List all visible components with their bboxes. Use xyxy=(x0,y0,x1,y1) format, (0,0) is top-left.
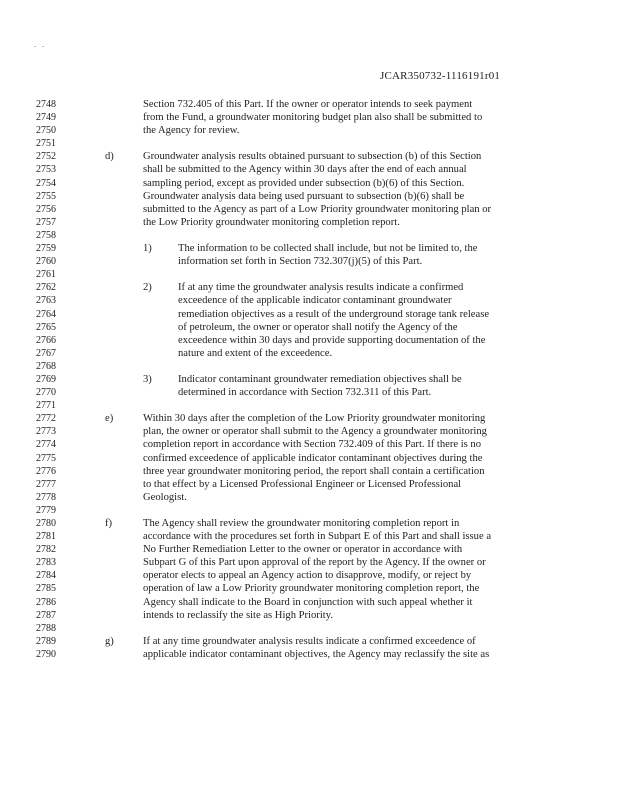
document-line xyxy=(0,321,618,334)
line-number: 2788 xyxy=(36,622,56,634)
line-number: 2770 xyxy=(36,387,56,399)
line-number: 2771 xyxy=(36,400,56,412)
document-line xyxy=(0,478,618,491)
document-line xyxy=(0,635,618,648)
line-number: 2769 xyxy=(36,373,56,385)
line-number: 2776 xyxy=(36,465,56,477)
document-line xyxy=(0,229,618,242)
document-line xyxy=(0,190,618,203)
line-text: submitted to the Agency as part of a Low Priority groundwater monitoring plan or xyxy=(143,203,492,215)
document-body xyxy=(0,98,618,661)
line-number: 2752 xyxy=(36,151,56,163)
document-line xyxy=(0,281,618,294)
document-line xyxy=(0,177,618,190)
line-number: 2757 xyxy=(36,216,56,228)
document-line xyxy=(0,124,618,137)
line-text: Within 30 days after the completion of the Low Priority groundwater monitoring xyxy=(143,413,486,425)
line-text: from the Fund, a groundwater monitoring budget plan also shall be submitted to xyxy=(143,112,483,124)
line-number: 2779 xyxy=(36,504,56,516)
page-mark: . . xyxy=(34,40,46,49)
line-text: exceedence within 30 days and provide supporting documentation of the xyxy=(178,334,486,346)
document-line xyxy=(0,347,618,360)
subsection-label: f) xyxy=(105,518,113,529)
line-number: 2764 xyxy=(36,308,56,320)
line-text: operator elects to appeal an Agency action to disapprove, modify, or reject by xyxy=(143,570,472,582)
subsection-label: d) xyxy=(105,151,114,163)
line-text: shall be submitted to the Agency within 30 days after the end of each annual xyxy=(143,164,467,176)
line-number: 2773 xyxy=(36,426,56,438)
line-text: Agency shall indicate to the Board in conjunction with such appeal whether it xyxy=(143,596,473,608)
line-text: applicable indicator contaminant objectives, the Agency may reclassify the site as xyxy=(143,648,490,660)
line-number: 2780 xyxy=(36,518,56,529)
line-number: 2762 xyxy=(36,282,56,294)
line-number: 2778 xyxy=(36,491,56,503)
line-number: 2781 xyxy=(36,531,56,543)
document-line xyxy=(0,111,618,124)
line-text: No Further Remediation Letter to the owner or operator in accordance with xyxy=(143,544,463,556)
line-number: 2786 xyxy=(36,596,56,608)
document-line xyxy=(0,334,618,347)
line-text: Indicator contaminant groundwater remediation objectives shall be xyxy=(178,373,462,385)
line-number: 2768 xyxy=(36,360,56,372)
document-line xyxy=(0,569,618,582)
document-line xyxy=(0,268,618,281)
line-number: 2785 xyxy=(36,583,56,595)
line-text: If at any time groundwater analysis results indicate a confirmed exceedence of xyxy=(143,635,476,647)
line-text: If at any time the groundwater analysis results indicate a confirmed xyxy=(178,282,464,294)
line-number: 2777 xyxy=(36,478,56,490)
line-number: 2765 xyxy=(36,321,56,333)
line-text: information set forth in Section 732.307(j)(5) of this Part. xyxy=(178,256,423,268)
document-line xyxy=(0,360,618,373)
line-number: 2763 xyxy=(36,295,56,307)
document-line xyxy=(0,203,618,216)
line-text: Geologist. xyxy=(143,491,187,503)
line-number: 2782 xyxy=(36,544,56,556)
document-line xyxy=(0,150,618,163)
line-number: 2775 xyxy=(36,452,56,464)
line-text: the Agency for review. xyxy=(143,125,240,137)
line-number: 2759 xyxy=(36,243,56,255)
line-text: accordance with the procedures set forth in Subpart E of this Part and shall issue a xyxy=(143,531,492,543)
line-number: 2772 xyxy=(36,413,56,425)
line-text: of petroleum, the owner or operator shall notify the Agency of the xyxy=(178,321,458,333)
document-line xyxy=(0,517,618,530)
line-number: 2755 xyxy=(36,190,56,202)
line-number: 2760 xyxy=(36,256,56,268)
line-text: exceedence of the applicable indicator contaminant groundwater xyxy=(178,295,452,307)
document-id: JCAR350732-1116191r01 xyxy=(380,70,501,82)
document-line xyxy=(0,399,618,412)
document-line xyxy=(0,216,618,229)
line-number: 2787 xyxy=(36,609,56,621)
document-line xyxy=(0,308,618,321)
document-line xyxy=(0,622,618,635)
document-line xyxy=(0,255,618,268)
line-text: Groundwater analysis results obtained pursuant to subsection (b) of this Section xyxy=(143,151,482,163)
line-number: 2753 xyxy=(36,164,56,176)
line-text: sampling period, except as provided under subsection (b)(6) of this Section. xyxy=(143,177,465,189)
document-line xyxy=(0,98,618,111)
line-number: 2774 xyxy=(36,439,56,451)
subsection-label: 3) xyxy=(143,373,152,385)
line-number: 2748 xyxy=(36,99,56,110)
line-text: Subpart G of this Part upon approval of the report by the Agency. If the owner or xyxy=(143,557,486,569)
line-text: remediation objectives as a result of the underground storage tank release xyxy=(178,308,490,320)
line-text: plan, the owner or operator shall submit to the Agency a groundwater monitoring xyxy=(143,426,487,438)
line-text: the Low Priority groundwater monitoring completion report. xyxy=(143,216,400,228)
document-line xyxy=(0,425,618,438)
line-text: determined in accordance with Section 732.311 of this Part. xyxy=(178,387,432,399)
document-line xyxy=(0,582,618,595)
document-line xyxy=(0,242,618,255)
document-line xyxy=(0,452,618,465)
line-number: 2758 xyxy=(36,229,56,241)
line-number: 2790 xyxy=(36,648,56,660)
line-number: 2767 xyxy=(36,347,56,359)
line-text: Groundwater analysis data being used pursuant to subsection (b)(6) shall be xyxy=(143,190,465,202)
document-line xyxy=(0,609,618,622)
subsection-label: 1) xyxy=(143,243,152,255)
document-line xyxy=(0,412,618,425)
line-text: completion report in accordance with Section 732.409 of this Part. If there is no xyxy=(143,439,482,451)
line-number: 2756 xyxy=(36,203,56,215)
document-line xyxy=(0,530,618,543)
line-number: 2749 xyxy=(36,112,56,124)
line-number: 2751 xyxy=(36,138,56,150)
document-line xyxy=(0,386,618,399)
document-line xyxy=(0,465,618,478)
line-text: intends to reclassify the site as High Priority. xyxy=(143,609,333,621)
document-line xyxy=(0,294,618,307)
line-text: to that effect by a Licensed Professional Engineer or Licensed Professional xyxy=(143,478,462,490)
line-text: confirmed exceedence of applicable indicator contaminant objectives during the xyxy=(143,452,483,464)
line-text: three year groundwater monitoring period, the report shall contain a certification xyxy=(143,465,485,477)
line-number: 2784 xyxy=(36,570,56,582)
document-line xyxy=(0,543,618,556)
line-text: The information to be collected shall include, but not be limited to, the xyxy=(178,243,478,255)
document-line xyxy=(0,491,618,504)
document-line xyxy=(0,163,618,176)
line-number: 2750 xyxy=(36,125,56,137)
document-line xyxy=(0,373,618,386)
line-text: The Agency shall review the groundwater monitoring completion report in xyxy=(143,518,460,529)
subsection-label: 2) xyxy=(143,282,152,294)
line-text: Section 732.405 of this Part. If the owner or operator intends to seek payment xyxy=(143,99,473,110)
document-line xyxy=(0,556,618,569)
document-line xyxy=(0,648,618,661)
document-line xyxy=(0,137,618,150)
line-text: operation of law a Low Priority groundwater monitoring completion report, the xyxy=(143,583,480,595)
document-line xyxy=(0,438,618,451)
subsection-label: e) xyxy=(105,413,114,425)
line-text: nature and extent of the exceedence. xyxy=(178,347,333,359)
line-number: 2783 xyxy=(36,557,56,569)
line-number: 2761 xyxy=(36,269,56,281)
document-line xyxy=(0,596,618,609)
line-number: 2789 xyxy=(36,635,56,647)
subsection-label: g) xyxy=(105,635,114,647)
document-line xyxy=(0,504,618,517)
line-number: 2766 xyxy=(36,334,56,346)
line-number: 2754 xyxy=(36,177,56,189)
